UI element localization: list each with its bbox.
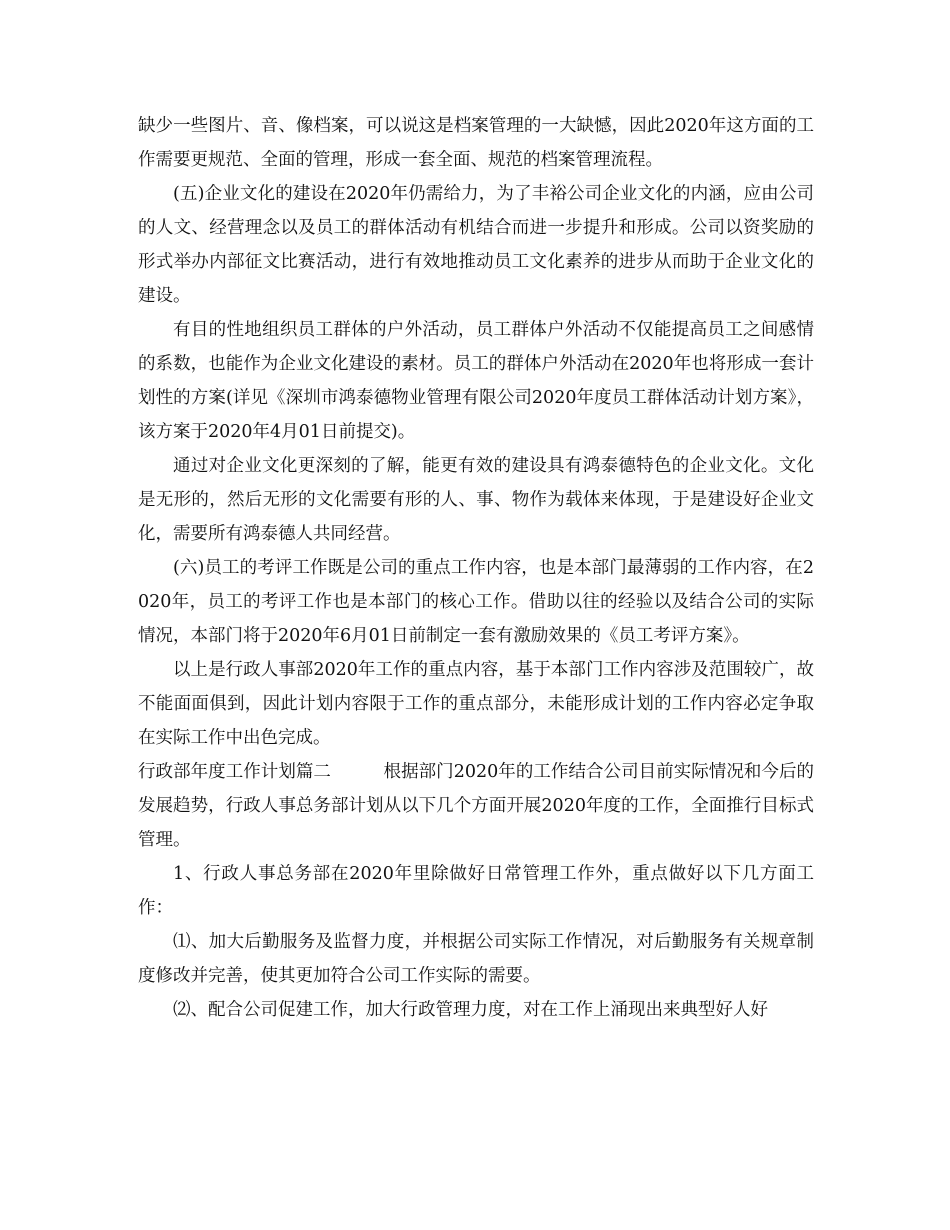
section-two-paragraph (138, 755, 814, 857)
list-item-1-2: ⑵、配合公司促建工作，加大行政管理力度，对在工作上涌现出来典型好人好 (173, 1000, 768, 1020)
paragraph-outdoor-activities: 有目的性地组织员工群体的户外活动，员工群体户外活动不仅能提高员工之间感情的系数，也能作为企业文化建设的素材。员工的群体户外活动在2020年也将形成一套计划性的方案(详见《深圳市鸿泰德物业管理有限公司2020年度员工群体活动计划方案》，该方案于2020年4月01日前提交)。 (138, 320, 814, 442)
paragraph-employee-evaluation: (六)员工的考评工作既是公司的重点工作内容，也是本部门最薄弱的工作内容，在2020年，员工的考评工作也是本部门的核心工作。借助以往的经验以及结合公司的实际情况，本部门将于2020年6月01日前制定一套有激励效果的《员工考评方案》。 (138, 558, 814, 646)
section-intro-text: 根据部门2020年的工作结合公司目前实际情况和今后的发展趋势，行政人事总务部计划从以下几个方面开展2020年度的工作，全面推行目标式管理。 (138, 762, 815, 850)
paragraph-culture-understanding: 通过对企业文化更深刻的了解，能更有效的建设具有鸿泰德特色的企业文化。文化是无形的，然后无形的文化需要有形的人、事、物作为载体来体现，于是建设好企业文化，需要所有鸿泰德人共同经营。 (138, 456, 814, 544)
paragraph-corporate-culture: (五)企业文化的建设在2020年仍需给力，为了丰裕公司企业文化的内涵，应由公司的人文、经营理念以及员工的群体活动有机结合而进一步提升和形成。公司以资奖励的形式举办内部征文比赛活动，进行有效地推动员工文化素养的进步从而助于企业文化的建设。 (138, 184, 814, 306)
list-item-1-1: ⑴、加大后勤服务及监督力度，并根据公司实际工作情况，对后勤服务有关规章制度修改并完善，使其更加符合公司工作实际的需要。 (138, 932, 814, 986)
section-heading: 行政部年度工作计划篇二 (138, 762, 331, 782)
list-item-1: 1、行政人事总务部在2020年里除做好日常管理工作外，重点做好以下几方面工作： (138, 864, 814, 918)
paragraph-archive-management: 缺少一些图片、音、像档案，可以说这是档案管理的一大缺憾，因此2020年这方面的工作需要更规范、全面的管理，形成一套全面、规范的档案管理流程。 (138, 116, 814, 170)
paragraph-summary: 以上是行政人事部2020年工作的重点内容，基于本部门工作内容涉及范围较广，故不能面面俱到，因此计划内容限于工作的重点部分，未能形成计划的工作内容必定争取在实际工作中出色完成。 (138, 660, 814, 748)
document-body (138, 109, 814, 1027)
